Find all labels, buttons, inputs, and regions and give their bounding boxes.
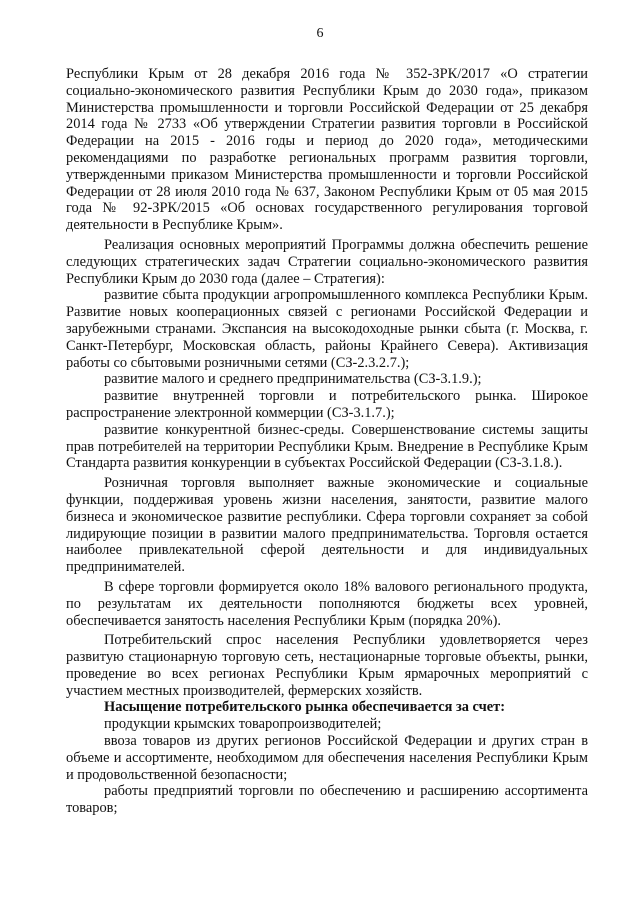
paragraph-trade-share: В сфере торговли формируется около 18% валового регионального продукта, по результатам их деятельности пополняются бюджеты всех уровней, обеспечивается занятость населения Республики Крым (порядка 20%). <box>66 578 588 629</box>
paragraph-legal-basis: Республики Крым от 28 декабря 2016 года № 352-ЗРК/2017 «О стратегии социально-экономического развития Республики Крым до 2030 года», приказом Министерства промышленности и торговли Российской Федерации от 25 декабря 2014 года № 2733 «Об утверждении Стратегии развития торговли в Российской Федерации на 2015 - 2016 годы и период до 2020 года», методическими рекомендациями по разработке региональных программ развития торговли, утвержденными приказом Министерства промышленности и торговли Российской Федерации от 28 июля 2010 года № 637, Законом Республики Крым от 05 мая 2015 года № 92-ЗРК/2015 «Об основах государственного регулирования торговой деятельности в Республике Крым». <box>66 66 588 234</box>
document-body <box>66 66 588 817</box>
paragraph-task-agro-sales: развитие сбыта продукции агропромышленного комплекса Республики Крым. Развитие новых кооперационных связей с регионами Российской Федерации и зарубежными странами. Экспансия на высокодоходные рынки сбыта (г. Москва, г. Санкт-Петербург, Московская область, районы Крайнего Севера). Активизация работы со сбытовыми розничными сетями (СЗ-2.3.2.7.); <box>66 287 588 371</box>
paragraph-retail-role: Розничная торговля выполняет важные экономические и социальные функции, поддерживая уровень жизни населения, занятости, развитие малого бизнеса и экономическое развитие республики. Сфера торговли сохраняет за собой лидирующие позиции в развитии малого предпринимательства. Торговля остается наиболее привлекательной сферой деятельности и для индивидуальных предпринимателей. <box>66 475 588 576</box>
paragraph-market-saturation-heading: Насыщение потребительского рынка обеспечивается за счет: <box>104 699 506 716</box>
paragraph-trade-enterprises: работы предприятий торговли по обеспечению и расширению ассортимента товаров; <box>66 783 588 817</box>
page-number: 6 <box>316 26 324 41</box>
paragraph-imports: ввоза товаров из других регионов Российской Федерации и других стран в объеме и ассортименте, необходимом для обеспечения населения Республики Крым и продовольственной безопасности; <box>66 733 588 783</box>
paragraph-task-competition: развитие конкурентной бизнес-среды. Совершенствование системы защиты прав потребителей на территории Республики Крым. Внедрение в Республике Крым Стандарта развития конкуренции в субъектах Российской Федерации (СЗ-3.1.8.). <box>66 421 588 472</box>
paragraph-consumer-demand: Потребительский спрос населения Республики удовлетворяется через развитую стационарную торговую сеть, нестационарные торговые объекты, рынки, проведение во всех регионах Республики Крым ярмарочных мероприятий с участием местных производителей, фермерских хозяйств. <box>66 632 588 699</box>
paragraph-local-producers: продукции крымских товаропроизводителей; <box>104 716 382 733</box>
paragraph-strategic-tasks-intro: Реализация основных мероприятий Программы должна обеспечить решение следующих стратегических задач Стратегии социально-экономического развития Республики Крым до 2030 года (далее – Стратегия): <box>66 236 588 287</box>
paragraph-task-small-business: развитие малого и среднего предпринимательства (СЗ-3.1.9.); <box>104 371 482 388</box>
paragraph-task-internal-trade: развитие внутренней торговли и потребительского рынка. Широкое распространение электронной коммерции (СЗ-3.1.7.); <box>66 388 588 421</box>
